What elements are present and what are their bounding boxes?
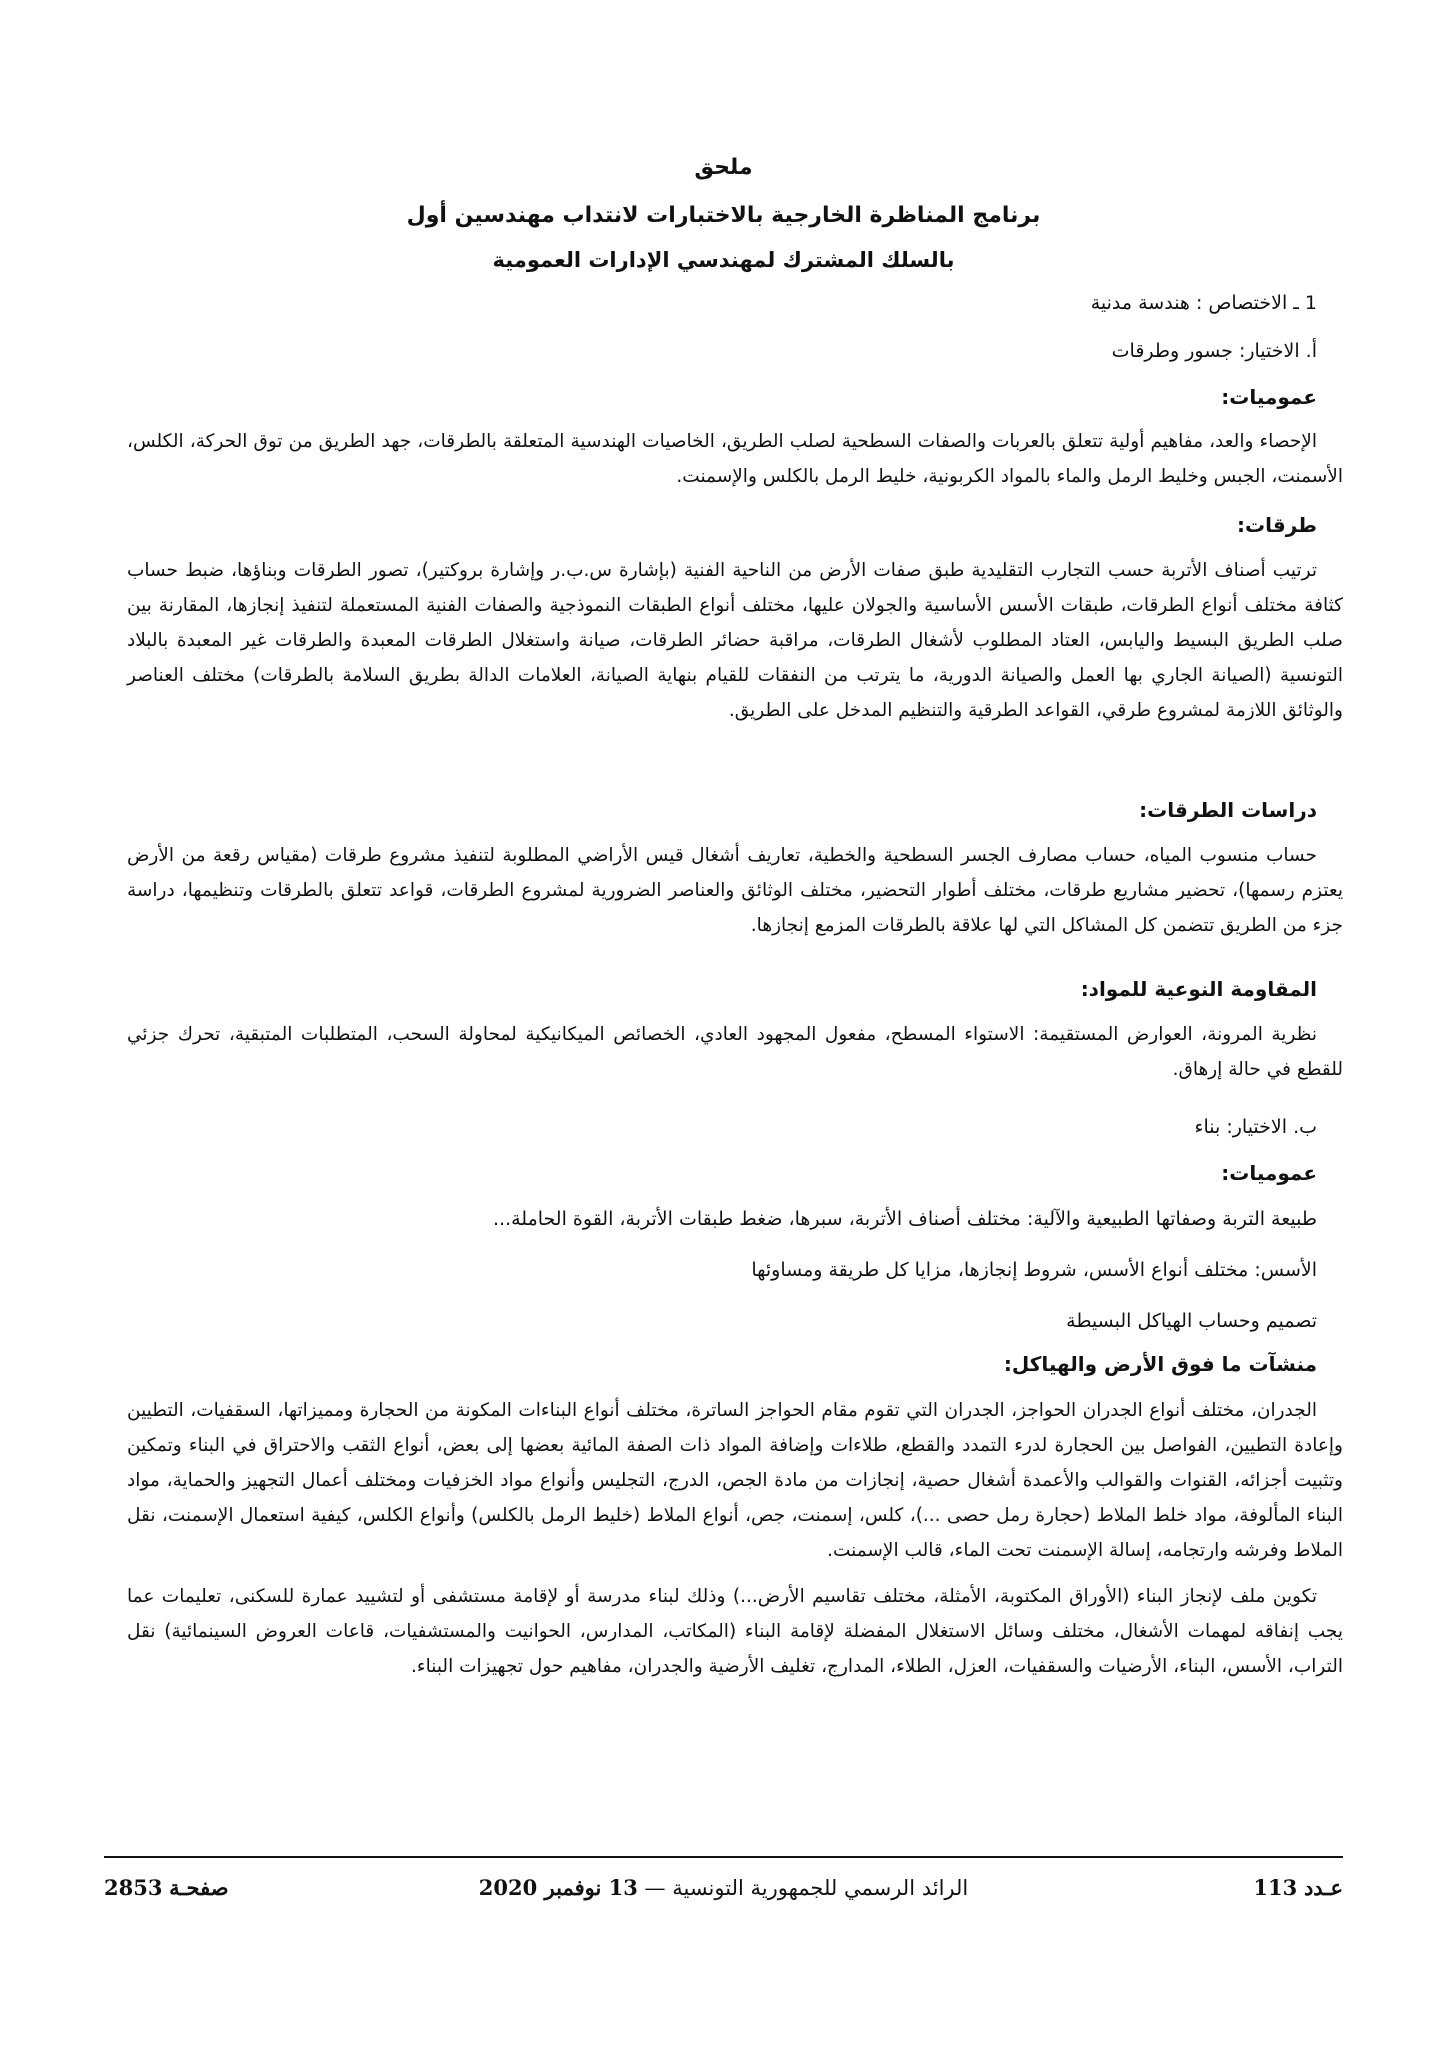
roads-paragraph: ترتيب أصناف الأتربة حسب التجارب التقليدية طبق صفات الأرض من الناحية الفنية (بإشارة س.ب.ر وإشارة بروكتير)، تصور الطرقات وبناؤها، ضبط حساب كثافة مختلف أنواع الطرقات، طبقات الأسس الأساسية والجولان عليها، مختلف أنواع الطبقات النموذجية والصفات الفنية المستعملة لتنفيذ إنجازها، المقارنة بين صلب الطريق البسيط واليابس، العتاد المطلوب لأشغال الطرقات، مراقبة حضائر الطرقات، صيانة واستغلال الطرقات المعبدة والطرقات غير المعبدة بالبلاد التونسية (الصيانة الجاري بها العمل والصيانة الدورية، ما يترتب من النفقات للقيام بنهاية الصيانة، العلامات الدالة بطريق السلامة بالطرقات) مختلف العناصر والوثائق اللازمة لمشروع طرقي، القواعد الطرقية والتنظيم المدخل على الطريق. (127, 560, 1343, 721)
roads-heading: طرقات: (1237, 513, 1317, 537)
structures-paragraph: الجدران، مختلف أنواع الجدران الحواجز، الجدران التي تقوم مقام الحواجز الساترة، مختلف أنواع البناءات المكونة من الحجارة ومميزاتها، السقفيات، التطيين وإعادة التطيين، الفواصل بين الحجارة لدرء التمدد والقطع، طلاءات وإضافة المواد ذات الصفة المائية بعضها إلى بعض، أنواع الثقب والاحتراق في البناء وتمكين وتثبيت أجزائه، القنوات والقوالب والأعمدة أشغال حصية، إنجازات من مادة الجص، الدرج، التجليس وأنواع مواد الخزفيات ومختلف أعمال التجهيز والحماية، مواد البناء المألوفة، مواد خلط الملاط (حجارة رمل حصى ...)، كلس، إسمنت، جص، أنواع الملاط (خليط الرمل بالكلس) وأنواع الكلس، كيفية استعمال الإسمنت، نقل الملاط وفرشه وارتجامه، إسالة الإسمنت تحت الماء، قالب الإسمنت. (127, 1400, 1343, 1561)
generalities-b-line-2: الأسس: مختلف أنواع الأسس، شروط إنجازها، مزايا كل طريقة ومساوئها (751, 1259, 1317, 1281)
option-a-line: أ. الاختيار: جسور وطرقات (1111, 340, 1317, 362)
gazette-date: 13 نوفمبر 2020 (478, 1875, 638, 1900)
generalities-b-line-3: تصميم وحساب الهياكل البسيطة (1066, 1310, 1317, 1332)
issue-label: عـدد (1303, 1875, 1343, 1900)
option-b-line: ب. الاختيار: بناء (1194, 1116, 1317, 1138)
page-label: صفحـة (169, 1875, 229, 1900)
gazette-name: الرائد الرسمي للجمهورية التونسية — (644, 1876, 969, 1900)
issue-value: 113 (1253, 1875, 1298, 1900)
resistance-heading: المقاومة النوعية للمواد: (1080, 977, 1317, 1001)
program-title: برنامج المناظرة الخارجية بالاختبارات لانتداب مهندسين أول (406, 203, 1041, 228)
annex-title: ملحق (694, 155, 753, 180)
program-subtitle: بالسلك المشترك لمهندسي الإدارات العمومية (492, 248, 955, 272)
specialty-line: 1 ـ الاختصاص : هندسة مدنية (1090, 292, 1317, 314)
footer-rule (104, 1856, 1343, 1858)
structures-heading: منشآت ما فوق الأرض والهياكل: (1003, 1352, 1317, 1376)
generalities-a-paragraph: الإحصاء والعد، مفاهيم أولية تتعلق بالعربات والصفات السطحية لصلب الطريق، الخاصيات الهندسية المتعلقة بالطرقات، جهد الطريق من توق الحركة، الكلس، الأسمنت، الجبس وخليط الرمل والماء بالمواد الكربونية، خليط الرمل بالكلس والإسمنت. (127, 431, 1343, 487)
construction-file-paragraph: تكوين ملف لإنجاز البناء (الأوراق المكتوبة، الأمثلة، مختلف تقاسيم الأرض...) وذلك لبناء مدرسة أو لإقامة مستشفى أو لتشييد عمارة للسكنى، تعليمات عما يجب إنفاقه لمهمات الأشغال، مختلف وسائل الاستغلال المفضلة لإقامة البناء (المكاتب، المدارس، الحوانيت والمستشفيات، قاعات العروض السينمائية) نقل التراب، الأسس، البناء، الأرضيات والسقفيات، العزل، الطلاء، المدارج، تغليف الأرضية والجدران، مفاهيم حول تجهيزات البناء. (127, 1586, 1343, 1677)
page-number (104, 1875, 229, 1900)
resistance-paragraph: نظرية المرونة، العوارض المستقيمة: الاستواء المسطح، مفعول المجهود العادي، الخصائص الميكانيكية لمحاولة السحب، المتطلبات المتبقية، تحرك جزئي للقطع في حالة إرهاق. (127, 1024, 1343, 1080)
generalities-a-heading: عموميات: (1221, 385, 1317, 409)
generalities-b-heading: عموميات: (1221, 1161, 1317, 1185)
page-value: 2853 (104, 1875, 163, 1900)
road-studies-paragraph: حساب منسوب المياه، حساب مصارف الجسر السطحية والخطية، تعاريف أشغال قيس الأراضي المطلوبة لتنفيذ مشروع طرقات (مقياس رقعة من الأرض يعتزم رسمها)، تحضير مشاريع طرقات، مختلف أطوار التحضير، مختلف الوثائق والعناصر الضرورية لمشروع الطرقات، قواعد تتعلق بالطرقات وتنظيمها، دراسة جزء من الطريق تتضمن كل المشاكل التي لها علاقة بالطرقات المزمع إنجازها. (127, 845, 1343, 936)
road-studies-heading: دراسات الطرقات: (1139, 798, 1317, 822)
generalities-b-line-1: طبيعة التربة وصفاتها الطبيعية والآلية: مختلف أصناف الأتربة، سبرها، ضغط طبقات الأتربة، القوة الحاملة... (492, 1208, 1317, 1230)
